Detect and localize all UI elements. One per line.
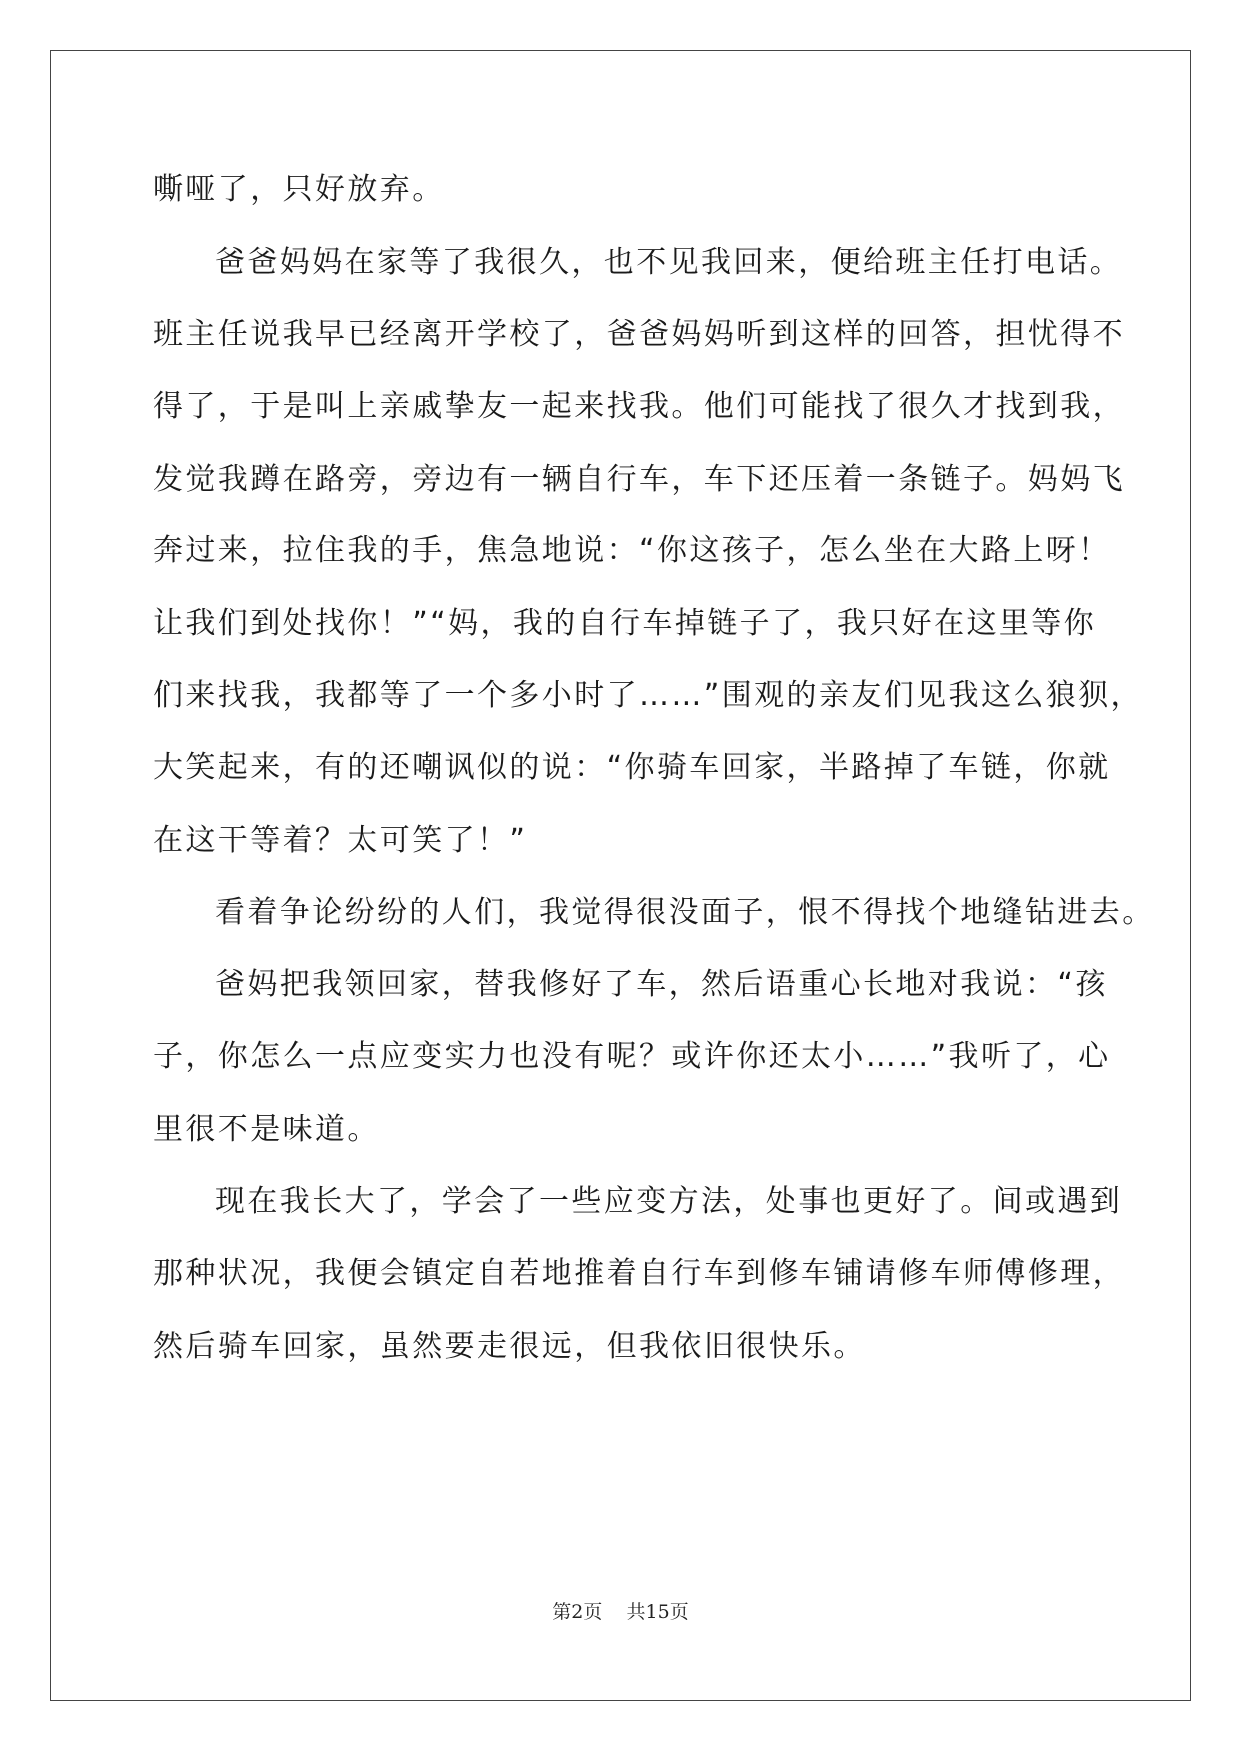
text-line-14: 里很不是味道。 <box>153 1112 380 1147</box>
text-line-3: 班主任说我早已经离开学校了，爸爸妈妈听到这样的回答，担忧得不 <box>153 317 1125 352</box>
page-border <box>50 50 1191 1701</box>
text-line-5: 发觉我蹲在路旁，旁边有一辆自行车，车下还压着一条链子。妈妈飞 <box>153 462 1125 497</box>
page-number: 第2页 <box>552 1601 603 1623</box>
text-line-8: 们来找我，我都等了一个多小时了……”围观的亲友们见我这么狼狈， <box>153 678 1143 713</box>
page-total: 共15页 <box>626 1601 689 1623</box>
text-line-17: 然后骑车回家，虽然要走很远，但我依旧很快乐。 <box>153 1329 866 1364</box>
text-line-9: 大笑起来，有的还嘲讽似的说：“你骑车回家，半路掉了车链，你就 <box>153 750 1111 785</box>
text-line-13: 子，你怎么一点应变实力也没有呢？或许你还太小……”我听了，心 <box>153 1039 1111 1074</box>
text-line-10: 在这干等着？太可笑了！” <box>153 823 528 858</box>
text-line-1: 嘶哑了，只好放弃。 <box>153 172 445 207</box>
text-line-6: 奔过来，拉住我的手，焦急地说：“你这孩子，怎么坐在大路上呀！ <box>153 533 1111 568</box>
page-footer <box>0 1600 1241 1624</box>
text-line-4: 得了，于是叫上亲戚挚友一起来找我。他们可能找了很久才找到我， <box>153 389 1125 424</box>
text-line-16: 那种状况，我便会镇定自若地推着自行车到修车铺请修车师傅修理， <box>153 1256 1125 1291</box>
text-line-15: 现在我长大了，学会了一些应变方法，处事也更好了。间或遇到 <box>215 1184 1123 1219</box>
text-line-12: 爸妈把我领回家，替我修好了车，然后语重心长地对我说：“孩 <box>215 967 1108 1002</box>
text-line-11: 看着争论纷纷的人们，我觉得很没面子，恨不得找个地缝钻进去。 <box>215 895 1155 930</box>
text-line-7: 让我们到处找你！”“妈，我的自行车掉链子了，我只好在这里等你 <box>153 606 1097 641</box>
text-line-2: 爸爸妈妈在家等了我很久，也不见我回来，便给班主任打电话。 <box>215 245 1123 280</box>
